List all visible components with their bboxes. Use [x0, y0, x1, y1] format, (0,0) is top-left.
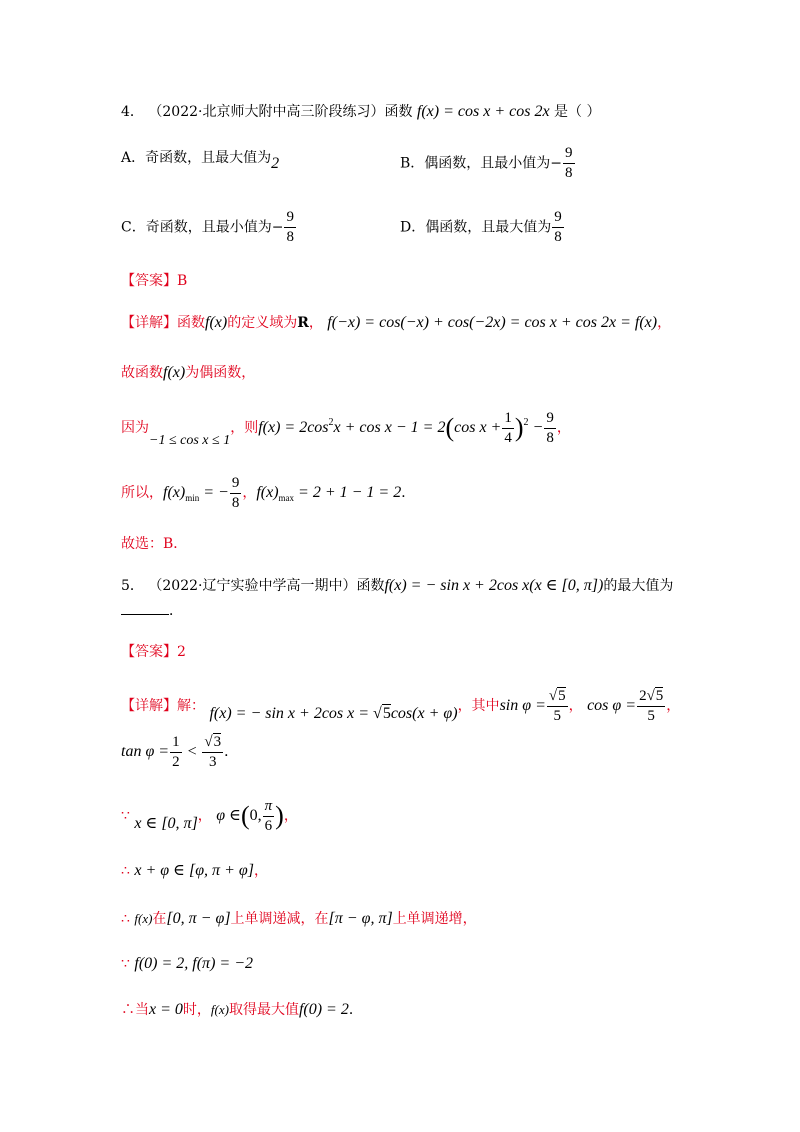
- q4-option-a: A．奇函数，且最大值为2: [121, 150, 280, 172]
- q5-answer: 【答案】2: [121, 644, 186, 660]
- q5-stem: 5． （2022·辽宁实验中学高一期中）函数f(x) = − sin x + 2cos x(x ∈ [0, π])的最大值为: [121, 577, 674, 594]
- q4-detail-line-2: 故函数f(x)为偶函数，: [121, 364, 256, 381]
- answer-blank: [121, 614, 169, 615]
- q4-conclusion: 故选：B．: [121, 536, 188, 552]
- q4-stem: 4． （2022·北京师大附中高三阶段练习）函数 f(x) = cos x + cos 2x 是（ ）: [121, 103, 601, 120]
- q5-detail-line-7: ∴当x = 0时，f(x)取得最大值f(0) = 2．: [121, 1001, 363, 1018]
- q4-detail-line-3: 因为−1 ≤ cos x ≤ 1，则$f(x) = 2\cos^2x + \cos x - 1 = 2(\cos$ x + $\frac{1}{4}$ )$^2$ − $\frac{9}{8}$ ，: [121, 410, 571, 449]
- q5-detail-line-3: ∵ x ∈ [0, π]， φ ∈(0, $\frac{\pi}{6}$ )，: [121, 798, 298, 834]
- therefore-symbol: ∴: [121, 863, 130, 879]
- q5-detail-line-6: ∵ f(0) = 2, f(π) = −2: [121, 955, 253, 972]
- because-symbol: ∵: [121, 808, 130, 825]
- q5-detail-line-2: tan φ = $\frac{1}{2}$ < $\frac{√3}{3}$ ．: [121, 734, 239, 770]
- q4-detail-line-1: 【详解】函数f(x)的定义域为R， f(−x) = cos(−x) + cos(−2x) = cos x + cos 2x = f(x)，: [121, 314, 672, 331]
- q4-function: f(x) = cos x + cos 2x: [416, 103, 550, 120]
- q5-detail-line-1: 【详解】解： f(x) = − sin x + 2cos x = √5cos(x + φ)，其中sin φ = $\frac{√5}{5}$ ， cos φ = $\frac{2√5}{5}$ ，: [121, 688, 681, 724]
- q5-detail-line-4: ∴ x + φ ∈ [φ, π + φ]，: [121, 862, 268, 879]
- q5-detail-line-5: ∴ f(x)在[0, π − φ]上单调递减，在[π − φ, π]上单调递增，: [121, 910, 477, 927]
- q4-detail-line-4: 所以，$f(x)_{min}$ = − $\frac{9}{8}$ ，$f(x)_{max} = 2 + 1 - 1 = 2$．: [121, 475, 416, 511]
- q5-function: f(x) = − sin x + 2cos x(x ∈ [0, π]): [384, 577, 604, 594]
- q5-blank: ．: [121, 604, 183, 618]
- q4-option-b: B．偶函数，且最小值为− $\frac{9}{8}$: [400, 145, 573, 181]
- q4-option-c: C．奇函数，且最小值为− $\frac{9}{8}$: [121, 209, 294, 245]
- q4-answer: 【答案】B: [121, 273, 188, 289]
- q4-option-d: D．偶函数，且最大值为 $\frac{9}{8}$: [400, 209, 562, 245]
